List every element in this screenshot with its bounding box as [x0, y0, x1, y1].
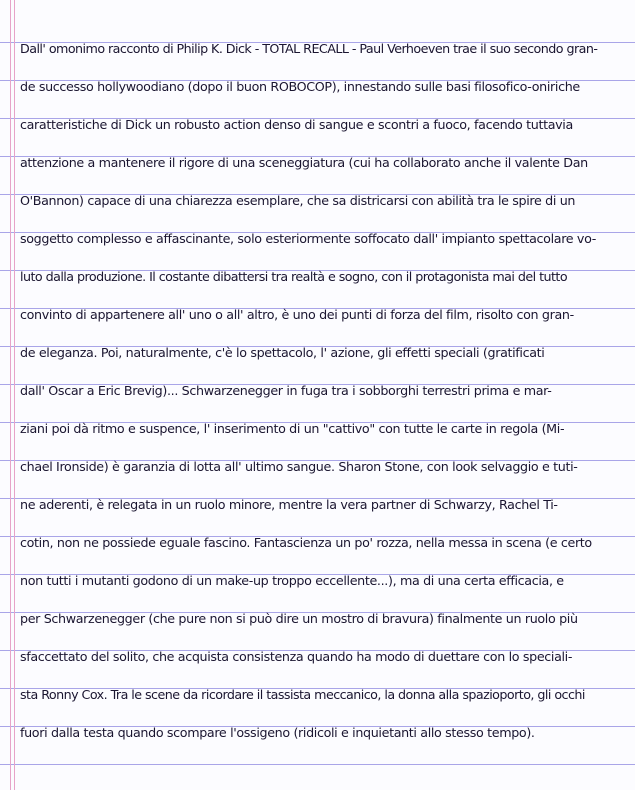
text-line-10: dall' Oscar a Eric Brevig)... Schwarzenegger in fuga tra i sobborghi terrestri prima e mar- — [20, 383, 552, 398]
text-line-6: soggetto complesso e affascinante, solo esteriormente soffocato dall' impianto spettacolare vo- — [20, 231, 596, 246]
margin-line — [14, 0, 15, 790]
text-line-1: Dall' omonimo racconto di Philip K. Dick - TOTAL RECALL - Paul Verhoeven trae il suo secondo gran- — [20, 41, 598, 56]
text-line-14: cotin, non ne possiede eguale fascino. Fantascienza un po' rozza, nella messa in scena (e certo — [20, 535, 592, 550]
text-line-19: fuori dalla testa quando scompare l'ossigeno (ridicoli e inquietanti allo stesso tempo). — [20, 725, 535, 740]
text-line-15: non tutti i mutanti godono di un make-up troppo eccellente...), ma di una certa efficacia, e — [20, 573, 564, 588]
text-line-17: sfaccettato del solito, che acquista consistenza quando ha modo di duettare con lo speciali- — [20, 649, 573, 664]
text-line-5: O'Bannon) capace di una chiarezza esemplare, che sa districarsi con abilità tra le spire di un — [20, 193, 576, 208]
text-line-9: de eleganza. Poi, naturalmente, c'è lo spettacolo, l' azione, gli effetti speciali (gratificati — [20, 345, 545, 360]
text-line-12: chael Ironside) è garanzia di lotta all' ultimo sangue. Sharon Stone, con look selvaggio e tuti- — [20, 459, 578, 474]
text-line-7: luto dalla produzione. Il costante dibattersi tra realtà e sogno, con il protagonista mai del tutto — [20, 269, 568, 284]
margin-line — [10, 0, 11, 790]
text-line-2: de successo hollywoodiano (dopo il buon ROBOCOP), innestando sulle basi filosofico-oniriche — [20, 79, 580, 94]
text-line-8: convinto di appartenere all' uno o all' altro, è uno dei punti di forza del film, risolto con gran- — [20, 307, 574, 322]
text-line-4: attenzione a mantenere il rigore di una sceneggiatura (cui ha collaborato anche il valente Dan — [20, 155, 588, 170]
text-line-13: ne aderenti, è relegata in un ruolo minore, mentre la vera partner di Schwarzy, Rachel Ti- — [20, 497, 558, 512]
text-line-11: ziani poi dà ritmo e suspence, l' inserimento di un "cattivo" con tutte le carte in regola (Mi- — [20, 421, 565, 436]
text-line-16: per Schwarzenegger (che pure non si può dire un mostro di bravura) finalmente un ruolo più — [20, 611, 578, 626]
handwritten-review-text — [20, 30, 632, 752]
text-line-18: sta Ronny Cox. Tra le scene da ricordare il tassista meccanico, la donna alla spazioporto, gli occhi — [20, 687, 585, 702]
text-line-3: caratteristiche di Dick un robusto action denso di sangue e scontri a fuoco, facendo tuttavia — [20, 117, 573, 132]
